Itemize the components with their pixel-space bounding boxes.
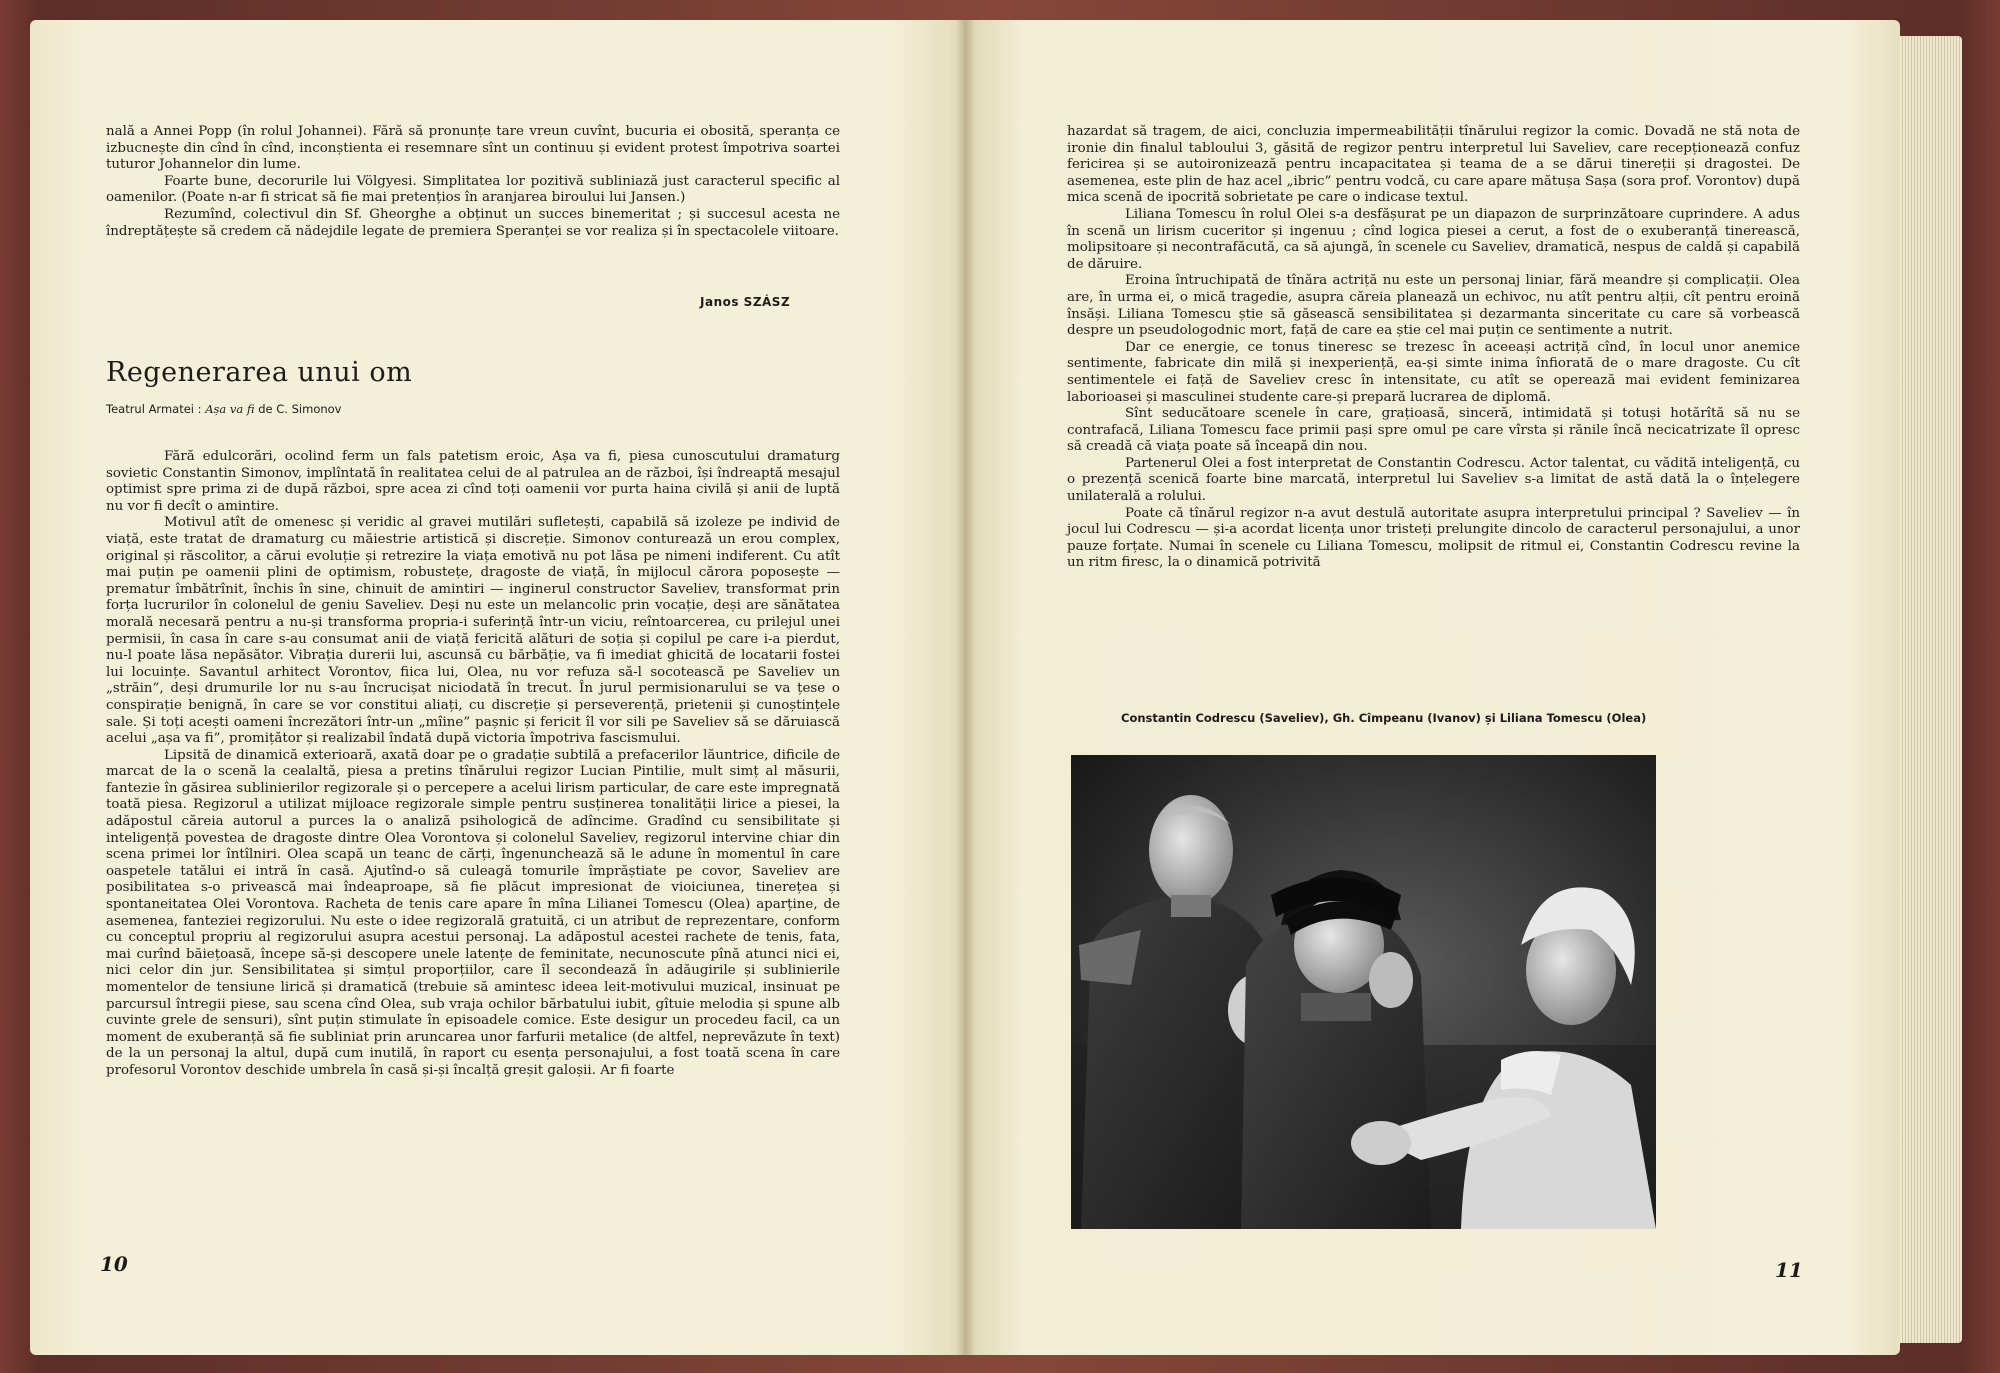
page-number-right: 11: [1775, 1258, 1803, 1282]
photograph-illustration: [1071, 755, 1656, 1229]
previous-article-ending: [106, 124, 840, 240]
paragraph: Partenerul Olei a fost interpretat de Constantin Codrescu. Actor talentat, cu vădită inteligență, cu o prezență scenică foarte bine marcată, interpretul lui Saveliev s-a limitat de astă dată la o înțelegere unilaterală a rolului.: [1067, 455, 1800, 505]
play-author: de C. Simonov: [258, 402, 342, 416]
book-spine: [955, 20, 975, 1355]
stage-photograph: [1071, 755, 1656, 1229]
paragraph: Motivul atît de omenesc și veridic al gravei mutilări sufletești, capabilă să izoleze pe individ de viață, este tratat de dramaturg cu măiestrie artistică și discreție. Simonov conturează un erou complex, original și răscolitor, a cărui evoluție și retrezire la viața emotivă nu pot lăsa pe nimeni indiferent. Cu atît mai puțin pe oamenii plini de optimism, robustețe, dragoste de viață, în mijlocul cărora poposește — prematur îmbătrînit, închis în sine, chinuit de amintiri — inginerul constructor Saveliev, transformat prin forța lucrurilor în colonelul de geniu Saveliev. Deși nu este un melancolic prin vocație, deși are sănătatea morală necesară pentru a nu-și transforma propria-i suferință într-un viciu, reîntoarcerea, cu prilejul unei permisii, în casa în care s-au consumat anii de viață fericită alături de soția și copilul pe care i-a pierdut, nu-l poate lăsa nepăsător. Vibrația durerii lui, ascunsă cu bărbăție, va fi imediat ghicită de locatarii fostei lui locuințe. Savantul arhitect Vorontov, fiica lui, Olea, nu vor refuza să-l socotească pe Saveliev un „străin”, deși drumurile lor nu s-au încrucișat niciodată în trecut. În jurul permisionarului se va țese o conspirație benignă, în care se vor constitui aliați, cu discreție și perseverență, prietenii și cunoștințele sale. Și toți acești oameni încrezători într-un „mîine” pașnic și fericit îl vor sili pe Saveliev să se dăruiască acelui „așa va fi”, promițător și realizabil îndată după victoria împotriva fascismului.: [106, 515, 840, 747]
article-subtitle: [106, 402, 342, 416]
play-title: Așa va fi: [205, 402, 255, 416]
paragraph: Liliana Tomescu în rolul Olei s-a desfășurat pe un diapazon de surprinzătoare cuprindere. A adus în scenă un lirism cuceritor și ingenuu ; cînd logica piesei a cerut, a fost de o exuberanță tinerească, molipsitoare și necontrafăcută, ca să ajungă, în scenele cu Saveliev, dramatică, nespus de caldă și capabilă de dăruire.: [1067, 206, 1800, 272]
paragraph: Rezumînd, colectivul din Sf. Gheorghe a obținut un succes binemeritat ; și succesul acesta ne îndreptățește să credem că nădejdile legate de premiera Speranței se vor realiza și în spectacolele viitoare.: [106, 206, 840, 239]
article-body-left: [106, 449, 840, 1080]
page-edges: [1900, 36, 1962, 1343]
theatre-name: Teatrul Armatei :: [106, 402, 202, 416]
paragraph: Foarte bune, decorurile lui Völgyesi. Simplitatea lor pozitivă subliniază just caracterul specific al oamenilor. (Poate n-ar fi stricat să fie mai pretențios în aranjarea biroului lui Jansen.): [106, 173, 840, 206]
paragraph: Fără edulcorări, ocolind ferm un fals patetism eroic, Așa va fi, piesa cunoscutului dramaturg sovietic Constantin Simonov, implîntată în realitatea celui de al patrulea an de război, își îndreaptă mesajul optimist spre prima zi de după război, spre acea zi cînd toți oamenii vor purta haina civilă și anii de luptă nu vor fi decît o amintire.: [106, 449, 840, 514]
paragraph: Lipsită de dinamică exterioară, axată doar pe o gradație subtilă a prefacerilor lăuntrice, dificile de marcat de la o scenă la cealaltă, piesa a pretins tînărului regizor Lucian Pintilie, mult simț al măsurii, fantezie în găsirea sublinierilor regizorale și o percepere a acelui lirism particular, de care este impregnată toată piesa. Regizorul a utilizat mijloace regizorale simple pentru susținerea tonalității lirice a piesei, la adăpostul căreia autorul a purces la o analiză psihologică de adîncime. Gradînd cu sensibilitate și inteligență povestea de dragoste dintre Olea Vorontova și colonelul Saveliev, regizorul intervine chiar din scena primei lor întîlniri. Olea scapă un teanc de cărți, îngenunchează să le adune în momentul în care oaspetele tatălui ei intră în casă. Ajutînd-o să culeagă tomurile împrăștiate pe covor, Saveliev are posibilitatea s-o privească mai îndeaproape, să fie plăcut impresionat de vioiciunea, tinerețea și spontaneitatea Olei Vorontova. Racheta de tenis care apare în mîna Lilianei Tomescu (Olea) aparține, de asemenea, fanteziei regizorului. Nu este o idee regizorală gratuită, ci un atribut de reprezentare, conform cu conceptul propriu al regizorului asupra acestui personaj. La adăpostul acestei rachete de tenis, fata, mai curînd băiețoasă, începe să-și descopere unele latențe de feminitate, necunoscute pînă atunci nici ei, nici celor din jur. Sensibilitatea și simțul proporțiilor, care îl secondează în adăugirile și sublinierile momentelor de tensiune lirică și dramatică (trebuie să amintesc ideea leit-motivului muzical, insinuat pe parcursul întregii piese, sau scena cînd Olea, sub vraja ochilor bărbatului iubit, gîtuie melodia și spune alb cuvinte grele de sensuri), sînt puțin stimulate în episoadele comice. Este desigur un procedeu facil, ca un moment de exuberanță să fie subliniat prin aruncarea unor farfurii metalice (de altfel, neprevăzute în text) de la un personaj la altul, după cum inutilă, în raport cu esența personajului, a fost toată scena în care profesorul Vorontov deschide umbrela în casă și-și încalță greșit galoșii. Ar fi foarte: [106, 747, 840, 1078]
page-number-left: 10: [100, 1252, 128, 1276]
paragraph: Sînt seducătoare scenele în care, grațioasă, sinceră, intimidată și totuși hotărîtă să nu se contrafacă, Liliana Tomescu face primii pași spre omul pe care vîrsta și rănile încă necicatrizate îl opresc să creadă că viața poate să înceapă din nou.: [1067, 406, 1800, 455]
paragraph: Eroina întruchipată de tînăra actriță nu este un personaj liniar, fără meandre și complicații. Olea are, în urma ei, o mică tragedie, asupra căreia planează un echivoc, nu atît pentru alții, cît pentru eroină însăși. Liliana Tomescu știe să găsească sensibilitatea și dezarmanta sinceritate cu care să vorbească despre un pseudologodnic mort, față de care ea știe cel mai puțin ce sentimente a nutrit.: [1067, 273, 1800, 339]
paragraph: hazardat să tragem, de aici, concluzia impermeabilității tînărului regizor la comic. Dovadă ne stă nota de ironie din finalul tabloului 3, găsită de regizor pentru interpretul lui Saveliev, care recepționează confuz fericirea și se autoironizează pentru incapacitatea și teama de a se dărui tinereții și dragostei. De asemenea, este plin de haz acel „ibric” pentru vodcă, cu care apare mătușa Sașa (sora prof. Vorontov) după mica scenă de ipocrită sobrietate pe care o indicase textul.: [1067, 124, 1800, 206]
paragraph: Dar ce energie, ce tonus tineresc se trezesc în aceeași actriță cînd, în locul unor anemice sentimente, fabricate din milă și inexperiență, ea-și simte inima înfiorată de o mare dragoste. Cu cît sentimentele ei față de Saveliev cresc în intensitate, cu atît se operează mai evident feminizarea laborioasei și masculinei studente care-și prepară lucrarea de diplomă.: [1067, 339, 1800, 405]
paragraph: Poate că tînărul regizor n-a avut destulă autoritate asupra interpretului principal ? Saveliev — în jocul lui Codrescu — și-a acordat licența unor tristeți prelungite dincolo de caracterul personajului, a unor pauze forțate. Numai în scenele cu Liliana Tomescu, molipsit de ritmul ei, Constantin Codrescu revine la un ritm firesc, la o dinamică potrivită: [1067, 505, 1800, 571]
paragraph: nală a Annei Popp (în rolul Johannei). Fără să pronunțe tare vreun cuvînt, bucuria ei obosită, speranța ce izbucnește din cînd în cînd, inconștienta ei resemnare sînt un continuu și evident protest împotriva soartei tuturor Johannelor din lume.: [106, 124, 840, 173]
author-signature: Janos SZÁSZ: [700, 295, 791, 309]
article-title: Regenerarea unui om: [106, 357, 413, 388]
photo-caption: Constantin Codrescu (Saveliev), Gh. Cîmpeanu (Ivanov) și Liliana Tomescu (Olea): [1121, 711, 1647, 725]
article-body-right: [1067, 124, 1800, 572]
